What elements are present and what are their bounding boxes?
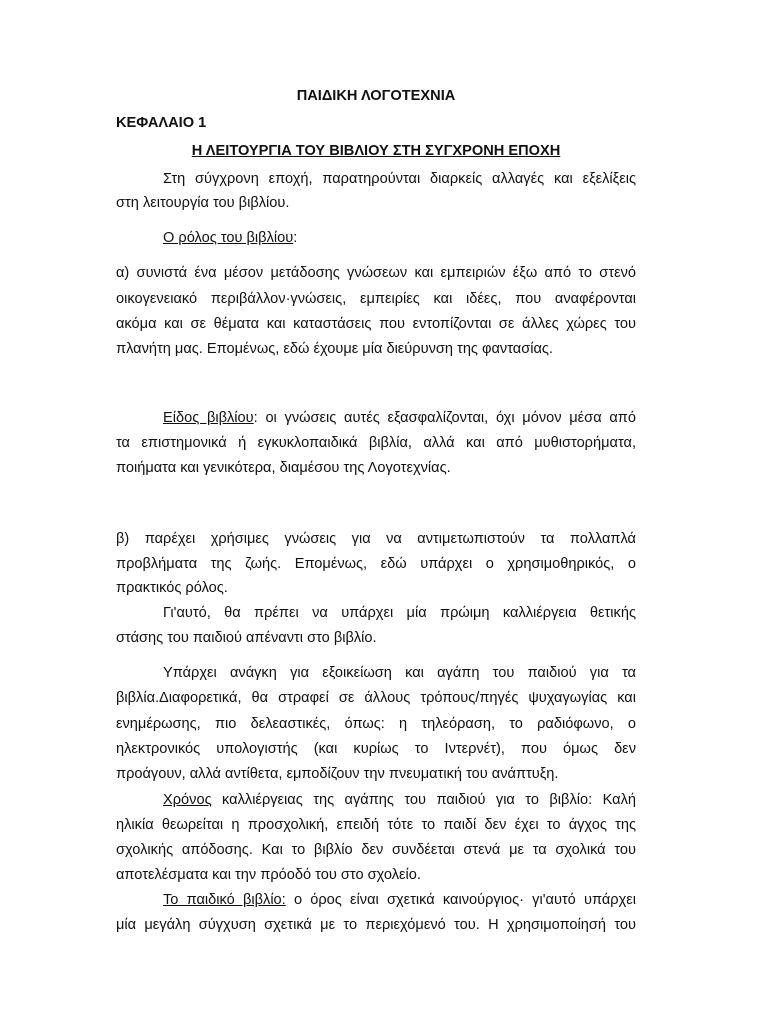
- paragraph-line: ηλικία θεωρείται η προσχολική, επειδή τότε το παιδί δεν έχει το άγχος της: [116, 817, 636, 833]
- paragraph-line: αποτελέσματα και την πρόοδό του στο σχολείο.: [116, 867, 421, 883]
- paragraph-line: Στη σύγχρονη εποχή, παρατηρούνται διαρκείς αλλαγές και εξελίξεις: [163, 171, 636, 187]
- book-types-text: : οι γνώσεις αυτές εξασφαλίζονται, όχι μόνον μέσα από: [253, 410, 636, 426]
- paragraph-line: α) συνιστά ένα μέσον μετάδοσης γνώσεων και εμπειριών έξω από το στενό: [116, 265, 636, 281]
- paragraph-line: Γι'αυτό, θα πρέπει να υπάρχει μία πρώιμη καλλιέργεια θετικής: [163, 605, 636, 621]
- paragraph-line: πλανήτη μας. Επομένως, εδώ έχουμε μία διεύρυνση της φαντασίας.: [116, 341, 553, 357]
- chapter-heading: Η ΛΕΙΤΟΥΡΓΙΑ ΤΟΥ ΒΙΒΛΙΟΥ ΣΤΗ ΣΥΓΧΡΟΝΗ ΕΠΟΧΗ: [191, 143, 561, 159]
- paragraph-line: ακόμα και σε θέματα και καταστάσεις που εντοπίζονται σε άλλες χώρες του: [116, 316, 636, 332]
- paragraph-line: στάσης του παιδιού απέναντι στο βιβλίο.: [116, 630, 377, 646]
- paragraph-line: βιβλία.Διαφορετικά, θα στραφεί σε άλλους τρόπους/πηγές ψυχαγωγίας και: [116, 690, 636, 706]
- time-text: καλλιέργειας της αγάπης του παιδιού για το βιβλίο: Καλή: [211, 792, 636, 808]
- time-label: Χρόνος: [163, 792, 212, 808]
- role-label: Ο ρόλος του βιβλίου: [163, 230, 294, 246]
- chapter-label: ΚΕΦΑΛΑΙΟ 1: [116, 115, 207, 131]
- kids-book-label: Το παιδικό βιβλίο:: [163, 892, 286, 908]
- paragraph-line: σχολικής απόδοσης. Και το βιβλίο δεν συνδέεται στενά με τα σχολικά του: [116, 842, 636, 858]
- paragraph-line: Υπάρχει ανάγκη για εξοικείωση και αγάπη του παιδιού για τα: [163, 665, 636, 681]
- paragraph-line: τα επιστημονικά ή εγκυκλοπαιδικά βιβλία, αλλά και από μυθιστορήματα,: [116, 435, 636, 451]
- time-line: [116, 790, 636, 810]
- document-title: ΠΑΙΔΙΚΗ ΛΟΓΟΤΕΧΝΙΑ: [296, 88, 456, 104]
- paragraph-line: προάγουν, αλλά αντίθετα, εμποδίζουν την πνευματική του ανάπτυξη.: [116, 766, 559, 782]
- paragraph-line: β) παρέχει χρήσιμες γνώσεις για να αντιμετωπιστούν τα πολλαπλά: [116, 531, 636, 547]
- book-types-line: [116, 408, 636, 428]
- role-heading: [116, 228, 636, 248]
- paragraph-line: στη λειτουργία του βιβλίου.: [116, 195, 290, 211]
- paragraph-line: ποιήματα και γενικότερα, διαμέσου της Λογοτεχνίας.: [116, 460, 451, 476]
- paragraph-line: προβλήματα της ζωής. Επομένως, εδώ υπάρχει ο χρησιμοθηρικός, ο: [116, 556, 636, 572]
- paragraph-line: μία μεγάλη σύγχυση σχετικά με το περιεχόμενό του. Η χρησιμοποίησή του: [116, 917, 636, 933]
- paragraph-line: οικογενειακό περιβάλλον·γνώσεις, εμπειρίες και ιδέες, που αναφέρονται: [116, 291, 636, 307]
- kids-book-line: [116, 890, 636, 910]
- kids-book-text: ο όρος είναι σχετικά καινούργιος· γι'αυτό υπάρχει: [285, 892, 636, 908]
- book-types-label: Είδος βιβλίου: [163, 410, 254, 426]
- paragraph-line: ενημέρωσης, πιο δελεαστικές, όπως: η τηλεόραση, το ραδιόφωνο, ο: [116, 716, 636, 732]
- paragraph-line: ηλεκτρονικός υπολογιστής (και κυρίως το Ιντερνέτ), που όμως δεν: [116, 741, 636, 757]
- paragraph-line: πρακτικός ρόλος.: [116, 580, 228, 596]
- role-suffix: :: [293, 230, 298, 246]
